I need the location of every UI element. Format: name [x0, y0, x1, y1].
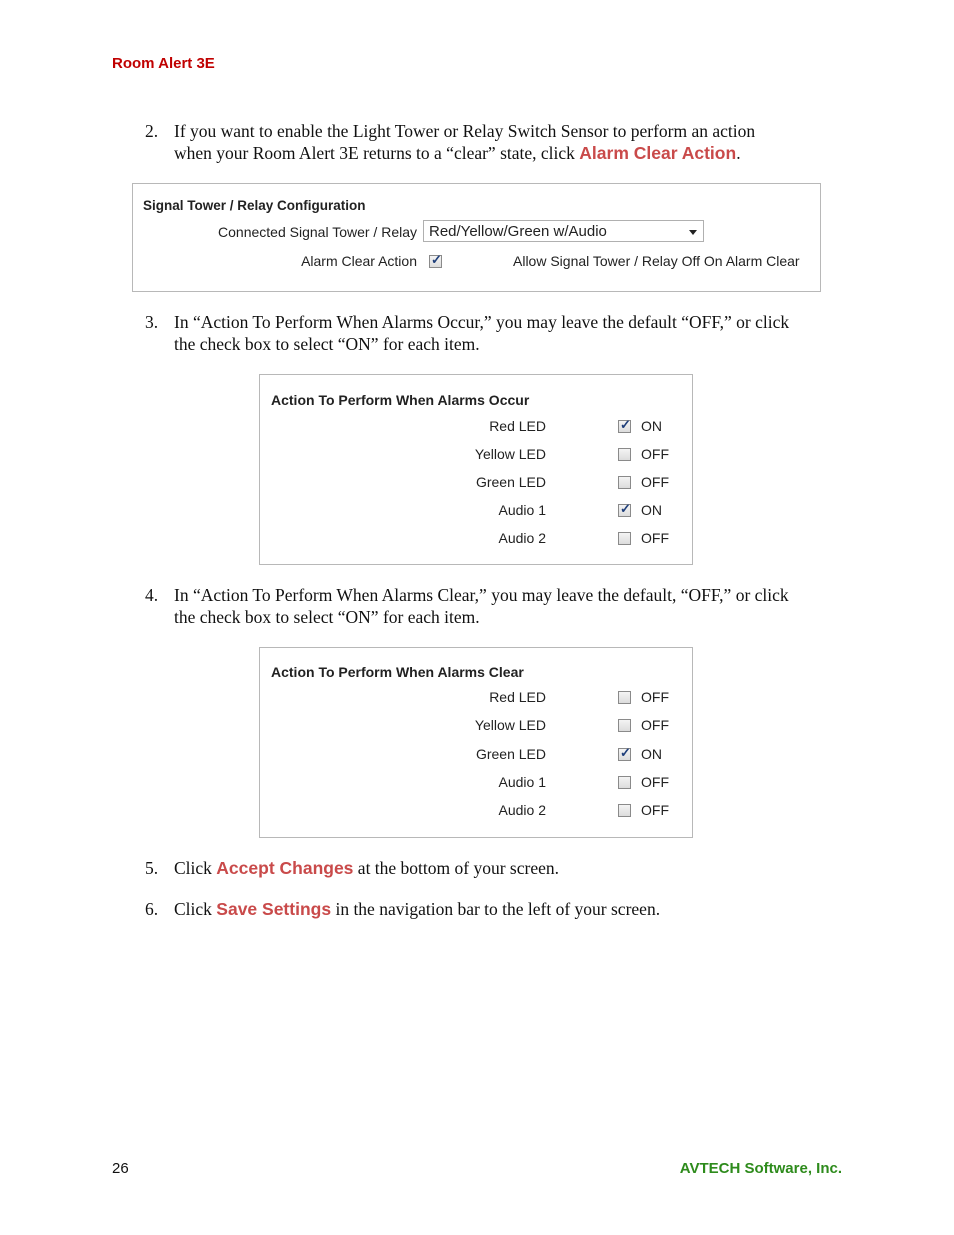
- accept-changes-link: Accept Changes: [216, 858, 354, 878]
- red-led-state: OFF: [641, 689, 669, 705]
- connected-signal-tower-label: Connected Signal Tower / Relay: [218, 224, 417, 240]
- step-text-line-1: [174, 899, 660, 921]
- step-number: 3.: [145, 312, 159, 332]
- audio-2-label: Audio 2: [498, 802, 546, 818]
- audio-2-label: Audio 2: [498, 530, 546, 546]
- step-text-line-1: In “Action To Perform When Alarms Occur,” you may leave the default “OFF,” or click: [174, 312, 790, 332]
- step-text-fragment: in the navigation bar to the left of your screen.: [331, 899, 661, 919]
- checkmark-icon: ✓: [620, 501, 631, 516]
- save-settings-link: Save Settings: [216, 899, 332, 919]
- checkmark-icon: ✓: [620, 417, 631, 432]
- signal-tower-relay-panel: [132, 183, 821, 292]
- green-led-state: ON: [641, 746, 662, 762]
- green-led-label: Green LED: [475, 474, 546, 490]
- green-led-checkbox[interactable]: [618, 476, 631, 489]
- page-number: 26: [112, 1160, 129, 1177]
- alarm-clear-action-link: Alarm Clear Action: [579, 143, 737, 163]
- panel-title: Action To Perform When Alarms Occur: [271, 392, 530, 408]
- step-text-line-1: [174, 858, 559, 880]
- step-text-line-1: In “Action To Perform When Alarms Clear,” you may leave the default, “OFF,” or click: [174, 585, 789, 605]
- checkmark-icon: ✓: [431, 252, 442, 267]
- step-number: 6.: [145, 899, 159, 919]
- company-name: AVTECH Software, Inc.: [679, 1160, 842, 1177]
- step-text-line-2: [174, 143, 741, 165]
- audio-1-checkbox[interactable]: [618, 776, 631, 789]
- yellow-led-label: Yellow LED: [474, 717, 546, 733]
- yellow-led-state: OFF: [641, 717, 669, 733]
- allow-signal-tower-off-text: Allow Signal Tower / Relay Off On Alarm Clear: [513, 253, 800, 269]
- select-value: Red/Yellow/Green w/Audio: [429, 223, 607, 240]
- document-header-title: Room Alert 3E: [112, 55, 215, 72]
- panel-title: Action To Perform When Alarms Clear: [271, 664, 524, 680]
- yellow-led-label: Yellow LED: [474, 446, 546, 462]
- alarm-clear-action-checkbox[interactable]: [429, 252, 442, 268]
- green-led-label: Green LED: [475, 746, 546, 762]
- step-text-line-2: the check box to select “ON” for each item.: [174, 607, 480, 627]
- audio-1-checkbox[interactable]: [618, 501, 631, 517]
- audio-2-state: OFF: [641, 802, 669, 818]
- step-number: 2.: [145, 121, 159, 141]
- red-led-checkbox[interactable]: [618, 691, 631, 704]
- audio-2-state: OFF: [641, 530, 669, 546]
- panel-title: Signal Tower / Relay Configuration: [143, 198, 366, 213]
- yellow-led-state: OFF: [641, 446, 669, 462]
- step-text-line-2: the check box to select “ON” for each item.: [174, 334, 480, 354]
- step-number: 5.: [145, 858, 159, 878]
- audio-2-checkbox[interactable]: [618, 804, 631, 817]
- audio-1-label: Audio 1: [498, 502, 546, 518]
- step-text-fragment: Click: [174, 899, 217, 919]
- step-text-fragment: Click: [174, 858, 217, 878]
- audio-1-label: Audio 1: [498, 774, 546, 790]
- red-led-state: ON: [641, 418, 662, 434]
- step-text-line-1: If you want to enable the Light Tower or Relay Switch Sensor to perform an action: [174, 121, 756, 141]
- connected-signal-tower-select[interactable]: [423, 220, 704, 242]
- yellow-led-checkbox[interactable]: [618, 719, 631, 732]
- red-led-checkbox[interactable]: [618, 417, 631, 433]
- red-led-label: Red LED: [489, 689, 546, 705]
- yellow-led-checkbox[interactable]: [618, 448, 631, 461]
- checkmark-icon: ✓: [620, 745, 631, 760]
- green-led-state: OFF: [641, 474, 669, 490]
- step-text-fragment: when your Room Alert 3E returns to a “clear” state, click: [174, 143, 580, 163]
- chevron-down-icon: [689, 230, 697, 235]
- audio-1-state: ON: [641, 502, 662, 518]
- red-led-label: Red LED: [489, 418, 546, 434]
- step-number: 4.: [145, 585, 159, 605]
- alarms-clear-panel: [259, 647, 693, 838]
- green-led-checkbox[interactable]: [618, 745, 631, 761]
- audio-1-state: OFF: [641, 774, 669, 790]
- step-text-fragment: at the bottom of your screen.: [353, 858, 559, 878]
- alarms-occur-panel: [259, 374, 693, 565]
- audio-2-checkbox[interactable]: [618, 532, 631, 545]
- alarm-clear-action-label: Alarm Clear Action: [301, 253, 417, 269]
- step-text-fragment: .: [736, 143, 741, 163]
